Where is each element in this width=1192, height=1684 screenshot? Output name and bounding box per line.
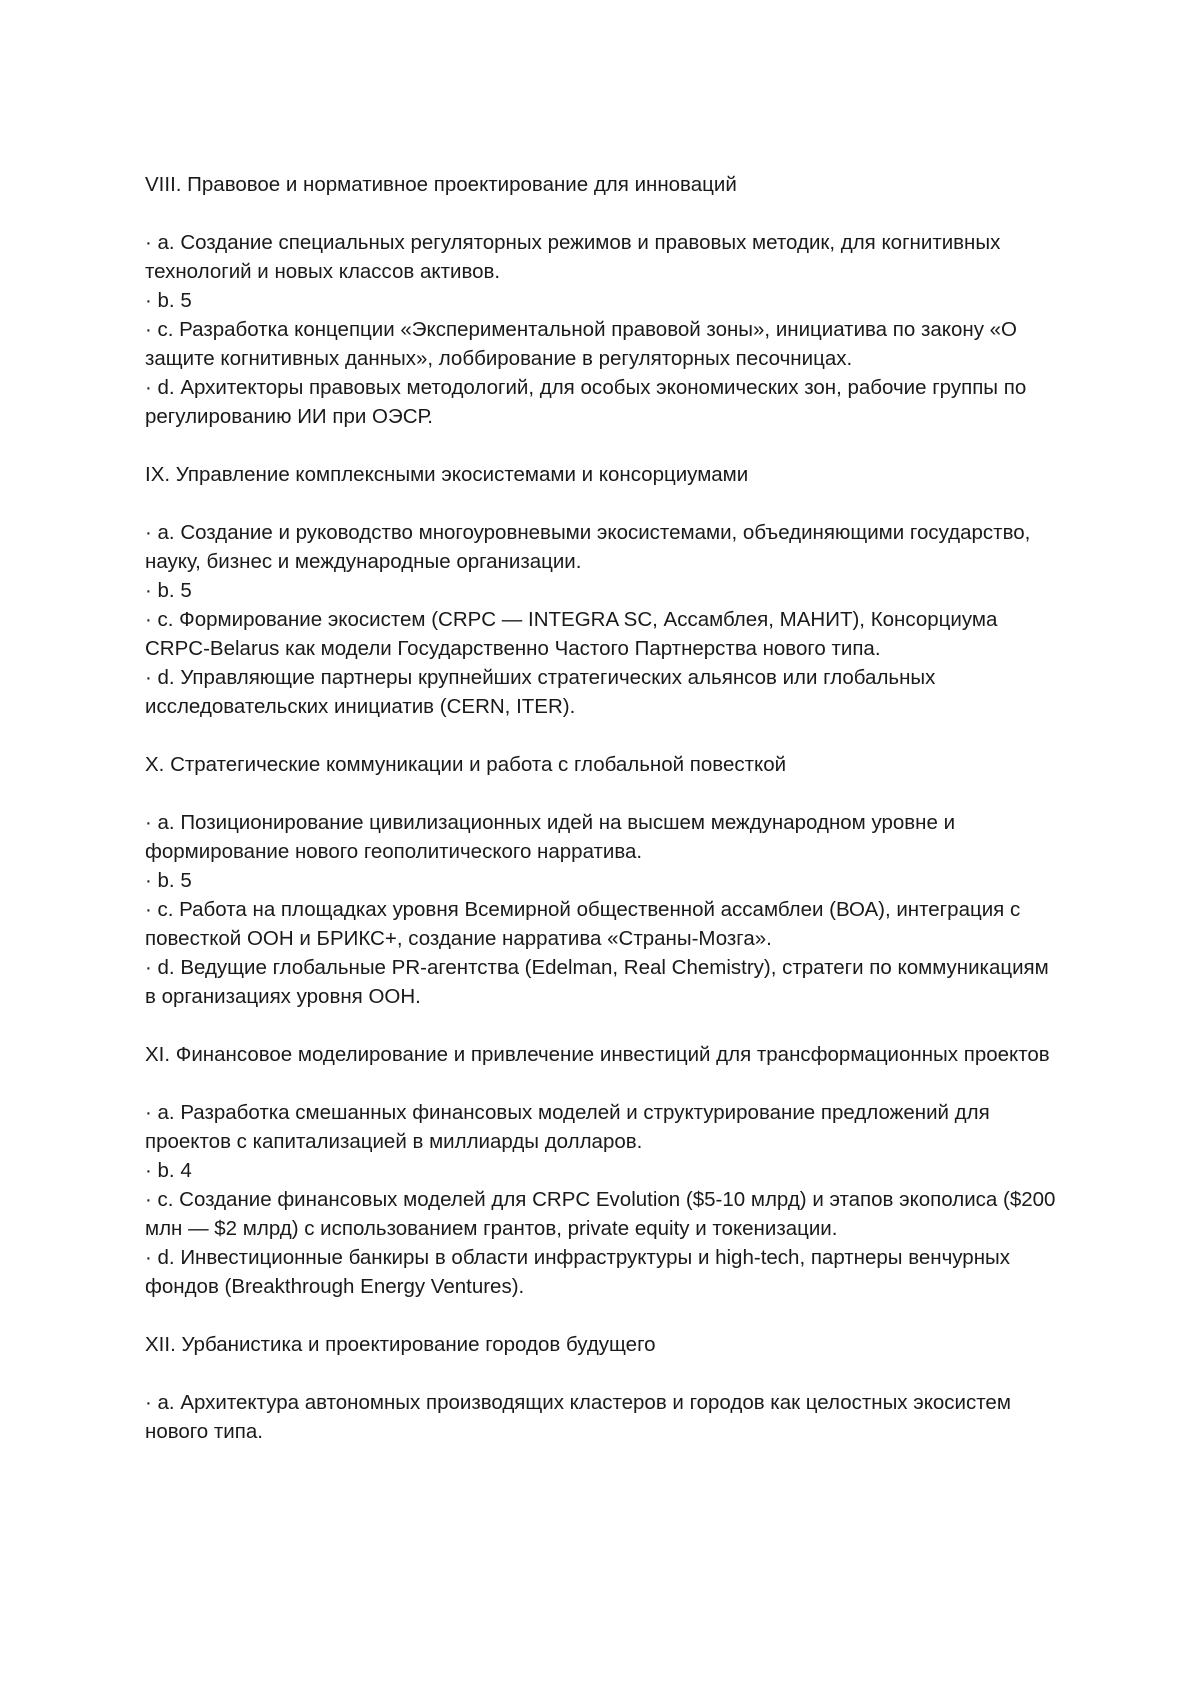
list-item-b: · b. 5 — [145, 579, 192, 602]
section-viii — [145, 170, 1065, 431]
section-xii — [145, 1330, 1065, 1446]
list-item-a: · a. Разработка смешанных финансовых моделей и структурирование предложений для проектов с капитализацией в миллиарды долларов. — [145, 1101, 990, 1153]
section-x — [145, 750, 1065, 1011]
list-item-c: · c. Разработка концепции «Экспериментальной правовой зоны», инициатива по закону «О защите когнитивных данных», лоббирование в регуляторных песочницах. — [145, 318, 1017, 370]
section-xi — [145, 1040, 1065, 1301]
section-heading: X. Стратегические коммуникации и работа с глобальной повесткой — [145, 753, 787, 776]
list-item-d: · d. Архитекторы правовых методологий, для особых экономических зон, рабочие группы по регулированию ИИ при ОЭСР. — [145, 376, 1027, 428]
section-heading: IX. Управление комплексными экосистемами и консорциумами — [145, 463, 749, 486]
list-item-d: · d. Управляющие партнеры крупнейших стратегических альянсов или глобальных исследовательских инициатив (CERN, ITER). — [145, 666, 936, 718]
list-item-b: · b. 5 — [145, 289, 192, 312]
list-item-d: · d. Инвестиционные банкиры в области инфраструктуры и high-tech, партнеры венчурных фондов (Breakthrough Energy Ventures). — [145, 1246, 1011, 1298]
list-item-c: · c. Формирование экосистем (CRPC — INTEGRA SC, Ассамблея, МАНИТ), Консорциума CRPC-Belarus как модели Государственно Частого Партнерства нового типа. — [145, 608, 998, 660]
list-item-b: · b. 5 — [145, 869, 192, 892]
list-item-b: · b. 4 — [145, 1159, 192, 1182]
section-heading: VIII. Правовое и нормативное проектирование для инноваций — [145, 173, 737, 196]
section-ix — [145, 460, 1065, 721]
list-item-a: · a. Создание и руководство многоуровневыми экосистемами, объединяющими государство, науку, бизнес и международные организации. — [145, 521, 1031, 573]
list-item-a: · a. Архитектура автономных производящих кластеров и городов как целостных экосистем нового типа. — [145, 1391, 1011, 1443]
list-item-c: · c. Создание финансовых моделей для CRPC Evolution ($5-10 млрд) и этапов экополиса ($200 млн — $2 млрд) с использованием грантов, private equity и токенизации. — [145, 1188, 1056, 1240]
list-item-a: · a. Позиционирование цивилизационных идей на высшем международном уровне и формирование нового геополитического нарратива. — [145, 811, 956, 863]
list-item-c: · c. Работа на площадках уровня Всемирной общественной ассамблеи (ВОА), интеграция с повесткой ООН и БРИКС+, создание нарратива «Страны-Мозга». — [145, 898, 1021, 950]
section-heading: XII. Урбанистика и проектирование городов будущего — [145, 1333, 656, 1356]
document-page — [145, 170, 1065, 1475]
section-heading: XI. Финансовое моделирование и привлечение инвестиций для трансформационных проектов — [145, 1043, 1050, 1066]
list-item-a: · a. Создание специальных регуляторных режимов и правовых методик, для когнитивных технологий и новых классов активов. — [145, 231, 1001, 283]
list-item-d: · d. Ведущие глобальные PR-агентства (Edelman, Real Chemistry), стратеги по коммуникациям в организациях уровня ООН. — [145, 956, 1049, 1008]
